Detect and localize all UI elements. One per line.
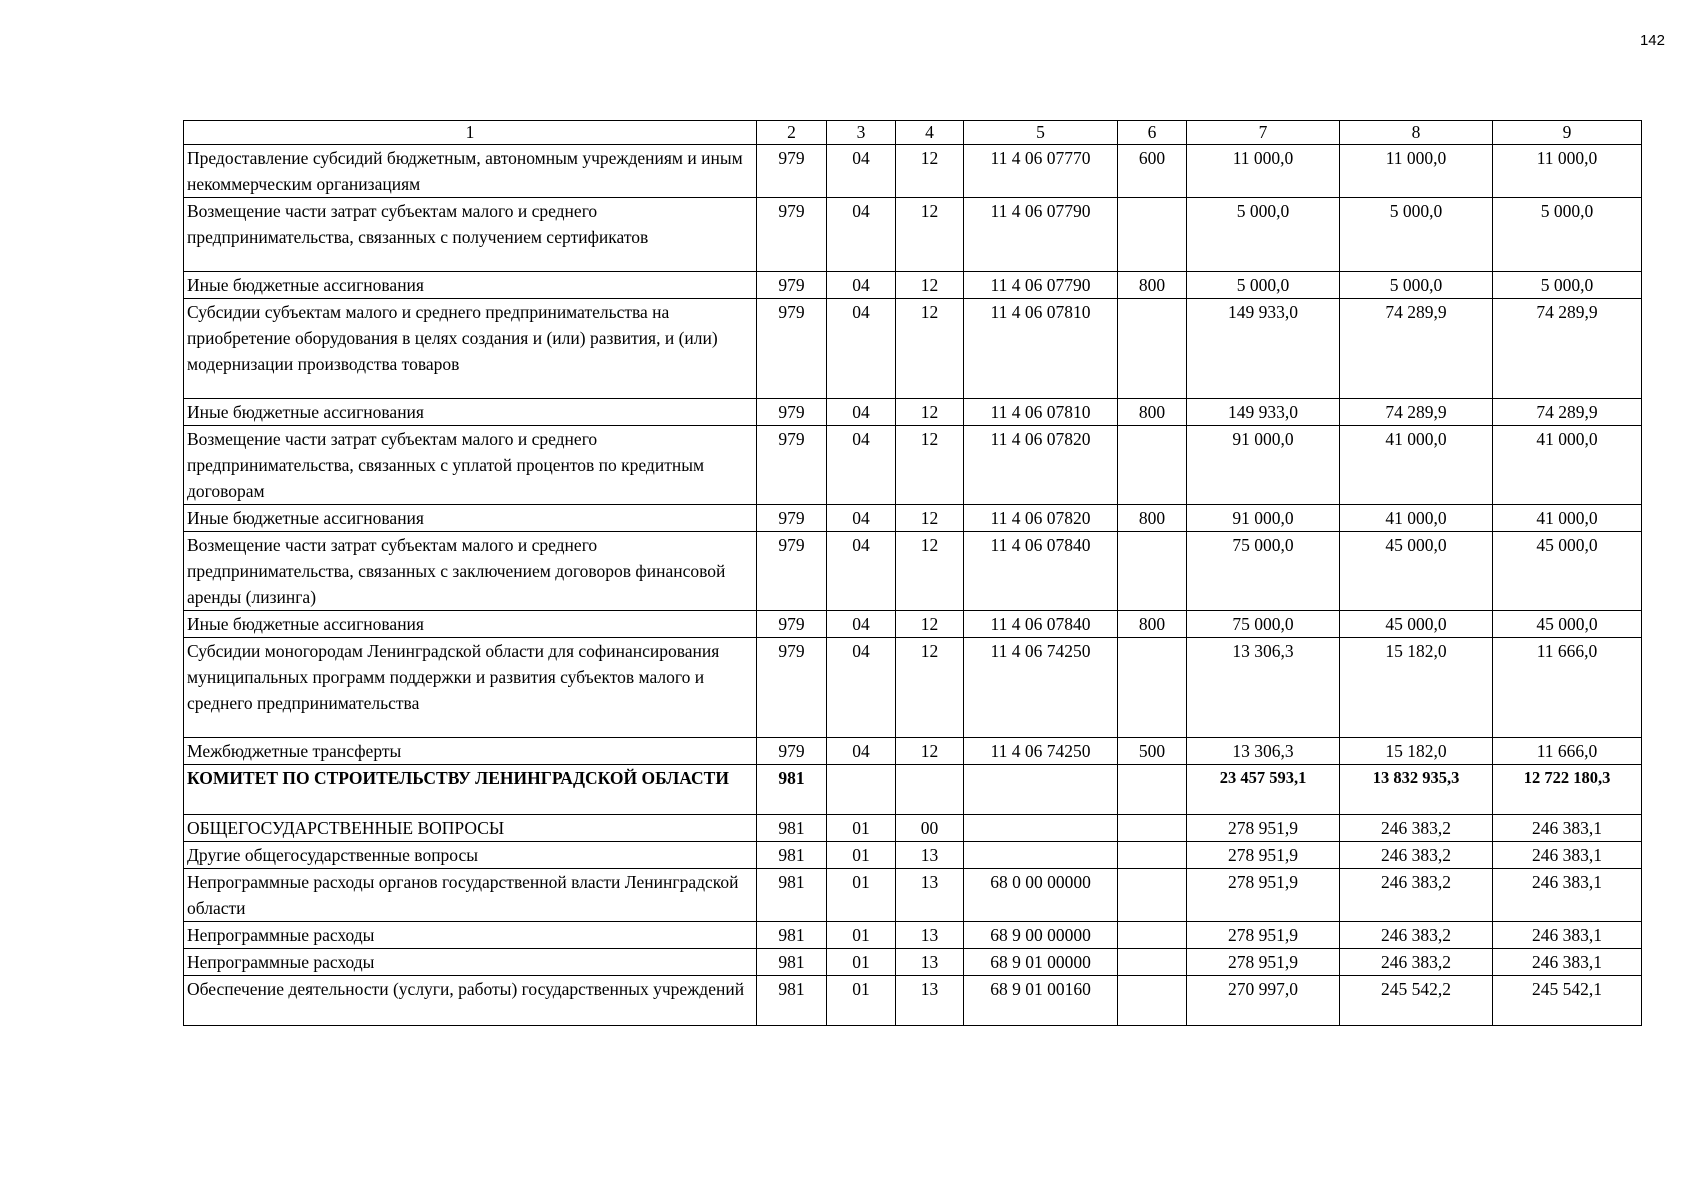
- subsection-cell: 12: [896, 738, 964, 765]
- table-row: [184, 842, 1642, 869]
- amount-col9-cell: 246 383,1: [1493, 842, 1642, 869]
- section-cell: 04: [827, 611, 896, 638]
- header-cell: 5: [964, 121, 1118, 145]
- subsection-cell: 12: [896, 145, 964, 198]
- expense-type-cell: [1118, 426, 1187, 505]
- target-article-cell: 11 4 06 07810: [964, 399, 1118, 426]
- amount-col8-cell: 74 289,9: [1340, 399, 1493, 426]
- subsection-cell: 12: [896, 505, 964, 532]
- header-cell: 8: [1340, 121, 1493, 145]
- target-article-cell: 68 9 01 00000: [964, 949, 1118, 976]
- amount-col8-cell: 246 383,2: [1340, 815, 1493, 842]
- expense-type-cell: 800: [1118, 611, 1187, 638]
- amount-col7-cell: 149 933,0: [1187, 299, 1340, 399]
- expense-type-cell: [1118, 765, 1187, 815]
- amount-col8-cell: 246 383,2: [1340, 922, 1493, 949]
- section-cell: 01: [827, 869, 896, 922]
- grbs-cell: 981: [757, 922, 827, 949]
- expense-type-cell: 600: [1118, 145, 1187, 198]
- subsection-cell: 13: [896, 949, 964, 976]
- amount-col9-cell: 5 000,0: [1493, 272, 1642, 299]
- subsection-cell: 12: [896, 426, 964, 505]
- subsection-cell: [896, 765, 964, 815]
- budget-table: [183, 120, 1642, 1026]
- amount-col8-cell: 5 000,0: [1340, 272, 1493, 299]
- table-row: [184, 272, 1642, 299]
- amount-col8-cell: 41 000,0: [1340, 505, 1493, 532]
- amount-col7-cell: 278 951,9: [1187, 869, 1340, 922]
- grbs-cell: 979: [757, 738, 827, 765]
- amount-col7-cell: 13 306,3: [1187, 638, 1340, 738]
- section-cell: 04: [827, 272, 896, 299]
- amount-col9-cell: 11 666,0: [1493, 638, 1642, 738]
- section-cell: [827, 765, 896, 815]
- amount-col8-cell: 246 383,2: [1340, 842, 1493, 869]
- grbs-cell: 979: [757, 198, 827, 272]
- amount-col9-cell: 246 383,1: [1493, 815, 1642, 842]
- header-cell: 9: [1493, 121, 1642, 145]
- amount-col7-cell: 75 000,0: [1187, 611, 1340, 638]
- section-cell: 04: [827, 299, 896, 399]
- amount-col7-cell: 11 000,0: [1187, 145, 1340, 198]
- section-cell: 04: [827, 399, 896, 426]
- grbs-cell: 979: [757, 638, 827, 738]
- grbs-cell: 979: [757, 145, 827, 198]
- row-name-cell: Межбюджетные трансферты: [184, 738, 757, 765]
- amount-col7-cell: 5 000,0: [1187, 198, 1340, 272]
- row-name-cell: Иные бюджетные ассигнования: [184, 505, 757, 532]
- amount-col8-cell: 11 000,0: [1340, 145, 1493, 198]
- table-row: [184, 638, 1642, 738]
- header-cell: 1: [184, 121, 757, 145]
- subsection-cell: 12: [896, 638, 964, 738]
- grbs-cell: 979: [757, 426, 827, 505]
- amount-col7-cell: 91 000,0: [1187, 426, 1340, 505]
- target-article-cell: 68 9 00 00000: [964, 922, 1118, 949]
- subsection-cell: 12: [896, 399, 964, 426]
- subsection-cell: 13: [896, 869, 964, 922]
- subsection-cell: 00: [896, 815, 964, 842]
- grbs-cell: 979: [757, 532, 827, 611]
- amount-col7-cell: 75 000,0: [1187, 532, 1340, 611]
- page-number: 142: [1639, 32, 1665, 49]
- amount-col9-cell: 246 383,1: [1493, 869, 1642, 922]
- grbs-cell: 981: [757, 765, 827, 815]
- amount-col8-cell: 15 182,0: [1340, 638, 1493, 738]
- section-cell: 04: [827, 638, 896, 738]
- subsection-cell: 13: [896, 976, 964, 1026]
- table-row: [184, 399, 1642, 426]
- expense-type-cell: [1118, 638, 1187, 738]
- section-cell: 04: [827, 532, 896, 611]
- amount-col8-cell: 246 383,2: [1340, 869, 1493, 922]
- amount-col7-cell: 5 000,0: [1187, 272, 1340, 299]
- amount-col9-cell: 5 000,0: [1493, 198, 1642, 272]
- subsection-cell: 12: [896, 611, 964, 638]
- grbs-cell: 981: [757, 976, 827, 1026]
- amount-col9-cell: 45 000,0: [1493, 611, 1642, 638]
- expense-type-cell: [1118, 976, 1187, 1026]
- section-cell: 04: [827, 505, 896, 532]
- grbs-cell: 979: [757, 272, 827, 299]
- row-name-cell: Возмещение части затрат субъектам малого и среднего предпринимательства, связанных с получением сертификатов: [184, 198, 757, 272]
- expense-type-cell: [1118, 815, 1187, 842]
- amount-col7-cell: 278 951,9: [1187, 842, 1340, 869]
- row-name-cell: Непрограммные расходы: [184, 949, 757, 976]
- target-article-cell: 11 4 06 07820: [964, 505, 1118, 532]
- row-name-cell: Обеспечение деятельности (услуги, работы) государственных учреждений: [184, 976, 757, 1026]
- expense-type-cell: 800: [1118, 505, 1187, 532]
- subsection-cell: 13: [896, 922, 964, 949]
- section-cell: 04: [827, 426, 896, 505]
- row-name-cell: Другие общегосударственные вопросы: [184, 842, 757, 869]
- expense-type-cell: [1118, 949, 1187, 976]
- table-row: [184, 505, 1642, 532]
- header-row: [184, 121, 1642, 145]
- expense-type-cell: [1118, 532, 1187, 611]
- amount-col8-cell: 74 289,9: [1340, 299, 1493, 399]
- amount-col8-cell: 5 000,0: [1340, 198, 1493, 272]
- expense-type-cell: [1118, 922, 1187, 949]
- expense-type-cell: 800: [1118, 272, 1187, 299]
- table-row: [184, 145, 1642, 198]
- table-row: [184, 299, 1642, 399]
- target-article-cell: 11 4 06 07770: [964, 145, 1118, 198]
- amount-col9-cell: 11 000,0: [1493, 145, 1642, 198]
- table-row: [184, 426, 1642, 505]
- expense-type-cell: [1118, 869, 1187, 922]
- section-cell: 04: [827, 145, 896, 198]
- grbs-cell: 979: [757, 505, 827, 532]
- target-article-cell: 11 4 06 07790: [964, 272, 1118, 299]
- grbs-cell: 981: [757, 815, 827, 842]
- section-cell: 01: [827, 922, 896, 949]
- row-name-cell: Иные бюджетные ассигнования: [184, 611, 757, 638]
- amount-col7-cell: 91 000,0: [1187, 505, 1340, 532]
- amount-col9-cell: 245 542,1: [1493, 976, 1642, 1026]
- grbs-cell: 979: [757, 299, 827, 399]
- expense-type-cell: [1118, 842, 1187, 869]
- table-row: [184, 815, 1642, 842]
- row-name-cell: Иные бюджетные ассигнования: [184, 272, 757, 299]
- table-row: [184, 611, 1642, 638]
- grbs-cell: 981: [757, 949, 827, 976]
- target-article-cell: 11 4 06 74250: [964, 738, 1118, 765]
- amount-col7-cell: 149 933,0: [1187, 399, 1340, 426]
- header-cell: 7: [1187, 121, 1340, 145]
- expense-type-cell: [1118, 198, 1187, 272]
- expense-type-cell: [1118, 299, 1187, 399]
- row-name-cell: Непрограммные расходы: [184, 922, 757, 949]
- table-row: [184, 738, 1642, 765]
- target-article-cell: [964, 765, 1118, 815]
- target-article-cell: 68 0 00 00000: [964, 869, 1118, 922]
- row-name-cell: Возмещение части затрат субъектам малого и среднего предпринимательства, связанных с уплатой процентов по кредитным договорам: [184, 426, 757, 505]
- subsection-cell: 12: [896, 299, 964, 399]
- row-name-cell: Иные бюджетные ассигнования: [184, 399, 757, 426]
- table-row: [184, 765, 1642, 815]
- target-article-cell: 11 4 06 07840: [964, 532, 1118, 611]
- amount-col9-cell: 45 000,0: [1493, 532, 1642, 611]
- header-cell: 4: [896, 121, 964, 145]
- target-article-cell: 11 4 06 07820: [964, 426, 1118, 505]
- amount-col7-cell: 13 306,3: [1187, 738, 1340, 765]
- row-name-cell: Непрограммные расходы органов государственной власти Ленинградской области: [184, 869, 757, 922]
- table-row: [184, 949, 1642, 976]
- row-name-cell: Возмещение части затрат субъектам малого и среднего предпринимательства, связанных с заключением договоров финансовой аренды (лизинга): [184, 532, 757, 611]
- amount-col7-cell: 278 951,9: [1187, 922, 1340, 949]
- row-name-cell: КОМИТЕТ ПО СТРОИТЕЛЬСТВУ ЛЕНИНГРАДСКОЙ ОБЛАСТИ: [184, 765, 757, 815]
- table-row: [184, 976, 1642, 1026]
- grbs-cell: 979: [757, 399, 827, 426]
- amount-col8-cell: 246 383,2: [1340, 949, 1493, 976]
- header-cell: 2: [757, 121, 827, 145]
- expense-type-cell: 800: [1118, 399, 1187, 426]
- target-article-cell: 11 4 06 74250: [964, 638, 1118, 738]
- amount-col9-cell: 41 000,0: [1493, 505, 1642, 532]
- target-article-cell: [964, 842, 1118, 869]
- table-row: [184, 869, 1642, 922]
- target-article-cell: 68 9 01 00160: [964, 976, 1118, 1026]
- section-cell: 01: [827, 949, 896, 976]
- target-article-cell: 11 4 06 07840: [964, 611, 1118, 638]
- grbs-cell: 979: [757, 611, 827, 638]
- amount-col9-cell: 41 000,0: [1493, 426, 1642, 505]
- subsection-cell: 12: [896, 272, 964, 299]
- section-cell: 04: [827, 738, 896, 765]
- grbs-cell: 981: [757, 842, 827, 869]
- amount-col7-cell: 278 951,9: [1187, 949, 1340, 976]
- amount-col8-cell: 41 000,0: [1340, 426, 1493, 505]
- amount-col9-cell: 12 722 180,3: [1493, 765, 1642, 815]
- table-row: [184, 922, 1642, 949]
- section-cell: 01: [827, 842, 896, 869]
- amount-col9-cell: 246 383,1: [1493, 949, 1642, 976]
- amount-col7-cell: 23 457 593,1: [1187, 765, 1340, 815]
- amount-col8-cell: 13 832 935,3: [1340, 765, 1493, 815]
- grbs-cell: 981: [757, 869, 827, 922]
- target-article-cell: 11 4 06 07790: [964, 198, 1118, 272]
- row-name-cell: Субсидии субъектам малого и среднего предпринимательства на приобретение оборудования в целях создания и (или) развития, и (или) модернизации производства товаров: [184, 299, 757, 399]
- amount-col9-cell: 246 383,1: [1493, 922, 1642, 949]
- amount-col9-cell: 74 289,9: [1493, 299, 1642, 399]
- amount-col8-cell: 45 000,0: [1340, 532, 1493, 611]
- target-article-cell: [964, 815, 1118, 842]
- table-row: [184, 198, 1642, 272]
- row-name-cell: Субсидии моногородам Ленинградской области для софинансирования муниципальных программ поддержки и развития субъектов малого и среднего предпринимательства: [184, 638, 757, 738]
- amount-col9-cell: 74 289,9: [1493, 399, 1642, 426]
- amount-col8-cell: 45 000,0: [1340, 611, 1493, 638]
- header-cell: 3: [827, 121, 896, 145]
- subsection-cell: 12: [896, 532, 964, 611]
- amount-col8-cell: 245 542,2: [1340, 976, 1493, 1026]
- subsection-cell: 12: [896, 198, 964, 272]
- amount-col9-cell: 11 666,0: [1493, 738, 1642, 765]
- row-name-cell: ОБЩЕГОСУДАРСТВЕННЫЕ ВОПРОСЫ: [184, 815, 757, 842]
- section-cell: 04: [827, 198, 896, 272]
- section-cell: 01: [827, 815, 896, 842]
- row-name-cell: Предоставление субсидий бюджетным, автономным учреждениям и иным некоммерческим организациям: [184, 145, 757, 198]
- header-cell: 6: [1118, 121, 1187, 145]
- table-row: [184, 532, 1642, 611]
- expense-type-cell: 500: [1118, 738, 1187, 765]
- section-cell: 01: [827, 976, 896, 1026]
- amount-col7-cell: 278 951,9: [1187, 815, 1340, 842]
- target-article-cell: 11 4 06 07810: [964, 299, 1118, 399]
- amount-col7-cell: 270 997,0: [1187, 976, 1340, 1026]
- subsection-cell: 13: [896, 842, 964, 869]
- amount-col8-cell: 15 182,0: [1340, 738, 1493, 765]
